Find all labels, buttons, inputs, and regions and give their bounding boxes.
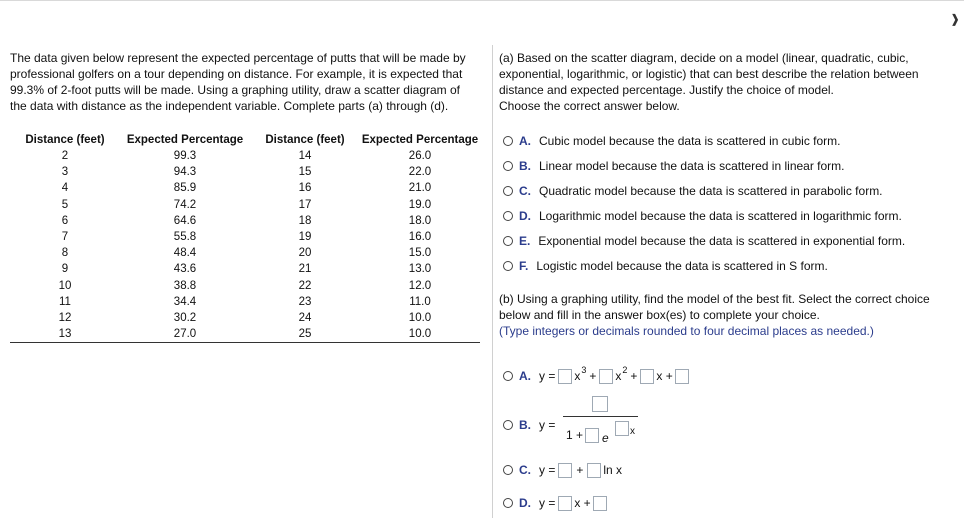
radio-button[interactable]	[503, 261, 513, 271]
data-table	[10, 133, 480, 343]
table-cell: 3	[61, 166, 69, 179]
table-cell: 11	[59, 295, 71, 308]
coef-a-input[interactable]	[558, 369, 572, 384]
table-cell: 23	[298, 295, 312, 308]
col-header: Distance (feet)	[265, 134, 345, 146]
table-row	[10, 261, 480, 277]
radio-button[interactable]	[503, 236, 513, 246]
table-cell: 2	[61, 150, 69, 162]
table-cell: 21	[298, 263, 312, 276]
cubic-equation: y = x 3 + x 2 + x +	[539, 368, 689, 384]
radio-button[interactable]	[503, 420, 513, 430]
radio-button[interactable]	[503, 211, 513, 221]
table-cell: 38.8	[173, 279, 197, 292]
table-cell: 10.0	[408, 328, 432, 341]
log-b-input[interactable]	[587, 463, 601, 478]
table-cell: 34.4	[173, 295, 197, 308]
logistic-b-input[interactable]	[585, 428, 599, 443]
table-cell: 12.0	[408, 279, 432, 292]
intro-text: The data given below represent the expected percentage of putts that will be made by professional golfers on a tour depending on distance. For example, it is expected that 99.3% of 2-foot putts will be made. Using a graphing utility, draw a scatter diagram of the data with distance as the independent variable. Complete parts (a) through (d).	[10, 51, 466, 113]
table-cell: 27.0	[173, 328, 197, 341]
part-a-question: (a) Based on the scatter diagram, decide on a model (linear, quadratic, cubic, exponential, logarithmic, or logistic) that can best describe the relation between distance and expected percentage. Justify the choice of model.	[499, 51, 919, 97]
fraction-bar	[563, 416, 638, 417]
table-cell: 13	[58, 328, 72, 341]
table-cell: 30.2	[173, 312, 197, 325]
table-cell: 24	[298, 312, 312, 325]
part-a-instruction: Choose the correct answer below.	[499, 99, 680, 113]
table-cell: 8	[61, 247, 69, 260]
table-cell: 18.0	[408, 214, 432, 227]
table-row	[10, 229, 480, 245]
radio-button[interactable]	[503, 136, 513, 146]
part-b	[499, 291, 959, 339]
table-row	[10, 245, 480, 261]
table-cell: 12	[58, 312, 72, 325]
table-cell: 21.0	[408, 182, 432, 195]
col-header: Expected Percentage	[126, 134, 244, 146]
part-a-option-d[interactable]: D. Logarithmic model because the data is scattered in logarithmic form.	[503, 208, 902, 224]
table-cell: 16	[298, 182, 312, 195]
table-cell: 9	[61, 263, 69, 276]
table-cell: 15.0	[408, 247, 432, 260]
logistic-denominator: 1 + e	[566, 428, 609, 445]
problem-statement	[10, 50, 480, 114]
radio-button[interactable]	[503, 498, 513, 508]
table-cell: 14	[298, 150, 312, 162]
table-cell: 16.0	[408, 231, 432, 244]
coef-b-input[interactable]	[599, 369, 613, 384]
table-cell: 64.6	[173, 214, 197, 227]
table-cell: 18	[298, 214, 312, 227]
table-cell: 22.0	[408, 166, 432, 179]
radio-button[interactable]	[503, 371, 513, 381]
part-a-option-b[interactable]: B. Linear model because the data is scattered in linear form.	[503, 158, 845, 174]
radio-button[interactable]	[503, 186, 513, 196]
part-b-option-c[interactable]: C. y = + ln x	[503, 462, 622, 478]
part-b-question: (b) Using a graphing utility, find the model of the best fit. Select the correct choice below and fill in the answer box(es) to complete your choice.	[499, 292, 930, 322]
part-b-option-a[interactable]: A. y = x 3 + x 2 + x +	[503, 368, 689, 384]
table-row	[10, 197, 480, 213]
table-cell: 17	[298, 198, 312, 211]
questions-panel	[499, 50, 959, 114]
table-row	[10, 164, 480, 180]
table-row	[10, 148, 480, 164]
table-cell: 10.0	[408, 312, 432, 325]
table-cell: 55.8	[173, 231, 197, 244]
logistic-c-input[interactable]	[615, 421, 629, 436]
part-b-option-b[interactable]: B. y =	[503, 417, 555, 433]
table-cell: 48.4	[173, 247, 197, 260]
table-cell: 10	[58, 279, 72, 292]
table-row	[10, 326, 480, 343]
linear-intercept-input[interactable]	[593, 496, 607, 511]
table-cell: 6	[61, 214, 69, 227]
part-a-option-f[interactable]: F. Logistic model because the data is scattered in S form.	[503, 258, 828, 274]
table-row	[10, 213, 480, 229]
part-b-option-d[interactable]: D. y = x +	[503, 495, 607, 511]
col-header: Distance (feet)	[25, 134, 105, 146]
table-cell: 74.2	[173, 198, 197, 211]
table-cell: 22	[298, 279, 312, 292]
logistic-numerator-input[interactable]	[592, 396, 608, 412]
radio-button[interactable]	[503, 161, 513, 171]
table-cell: 25	[298, 328, 312, 341]
linear-slope-input[interactable]	[558, 496, 572, 511]
part-a-option-c[interactable]: C. Quadratic model because the data is scattered in parabolic form.	[503, 183, 883, 199]
table-row	[10, 278, 480, 294]
top-border	[0, 0, 964, 1]
table-cell: 99.3	[173, 150, 197, 162]
table-cell: 7	[61, 231, 69, 244]
panel-divider	[492, 45, 493, 518]
table-cell: 19	[298, 231, 312, 244]
part-b-hint: (Type integers or decimals rounded to four decimal places as needed.)	[499, 324, 874, 338]
table-row	[10, 310, 480, 326]
log-a-input[interactable]	[558, 463, 572, 478]
table-cell: 4	[61, 182, 69, 195]
col-header: Expected Percentage	[361, 134, 479, 146]
table-row	[10, 294, 480, 310]
table-cell: 11.0	[409, 295, 431, 308]
table-cell: 20	[298, 247, 312, 260]
table-cell: 26.0	[408, 150, 432, 162]
coef-d-input[interactable]	[675, 369, 689, 384]
table-cell: 94.3	[173, 166, 197, 179]
part-a-option-a[interactable]: A. Cubic model because the data is scattered in cubic form.	[503, 133, 841, 149]
logistic-exponent: x	[615, 420, 635, 436]
table-cell: 13.0	[408, 263, 432, 276]
table-row	[10, 180, 480, 196]
table-cell: 85.9	[173, 182, 197, 195]
collapse-icon[interactable]: ❱	[950, 12, 961, 26]
table-cell: 19.0	[408, 198, 432, 211]
part-a-option-e[interactable]: E. Exponential model because the data is scattered in exponential form.	[503, 233, 905, 249]
radio-button[interactable]	[503, 465, 513, 475]
table-cell: 15	[298, 166, 312, 179]
table-cell: 5	[61, 198, 69, 211]
table-cell: 43.6	[173, 263, 197, 276]
coef-c-input[interactable]	[640, 369, 654, 384]
